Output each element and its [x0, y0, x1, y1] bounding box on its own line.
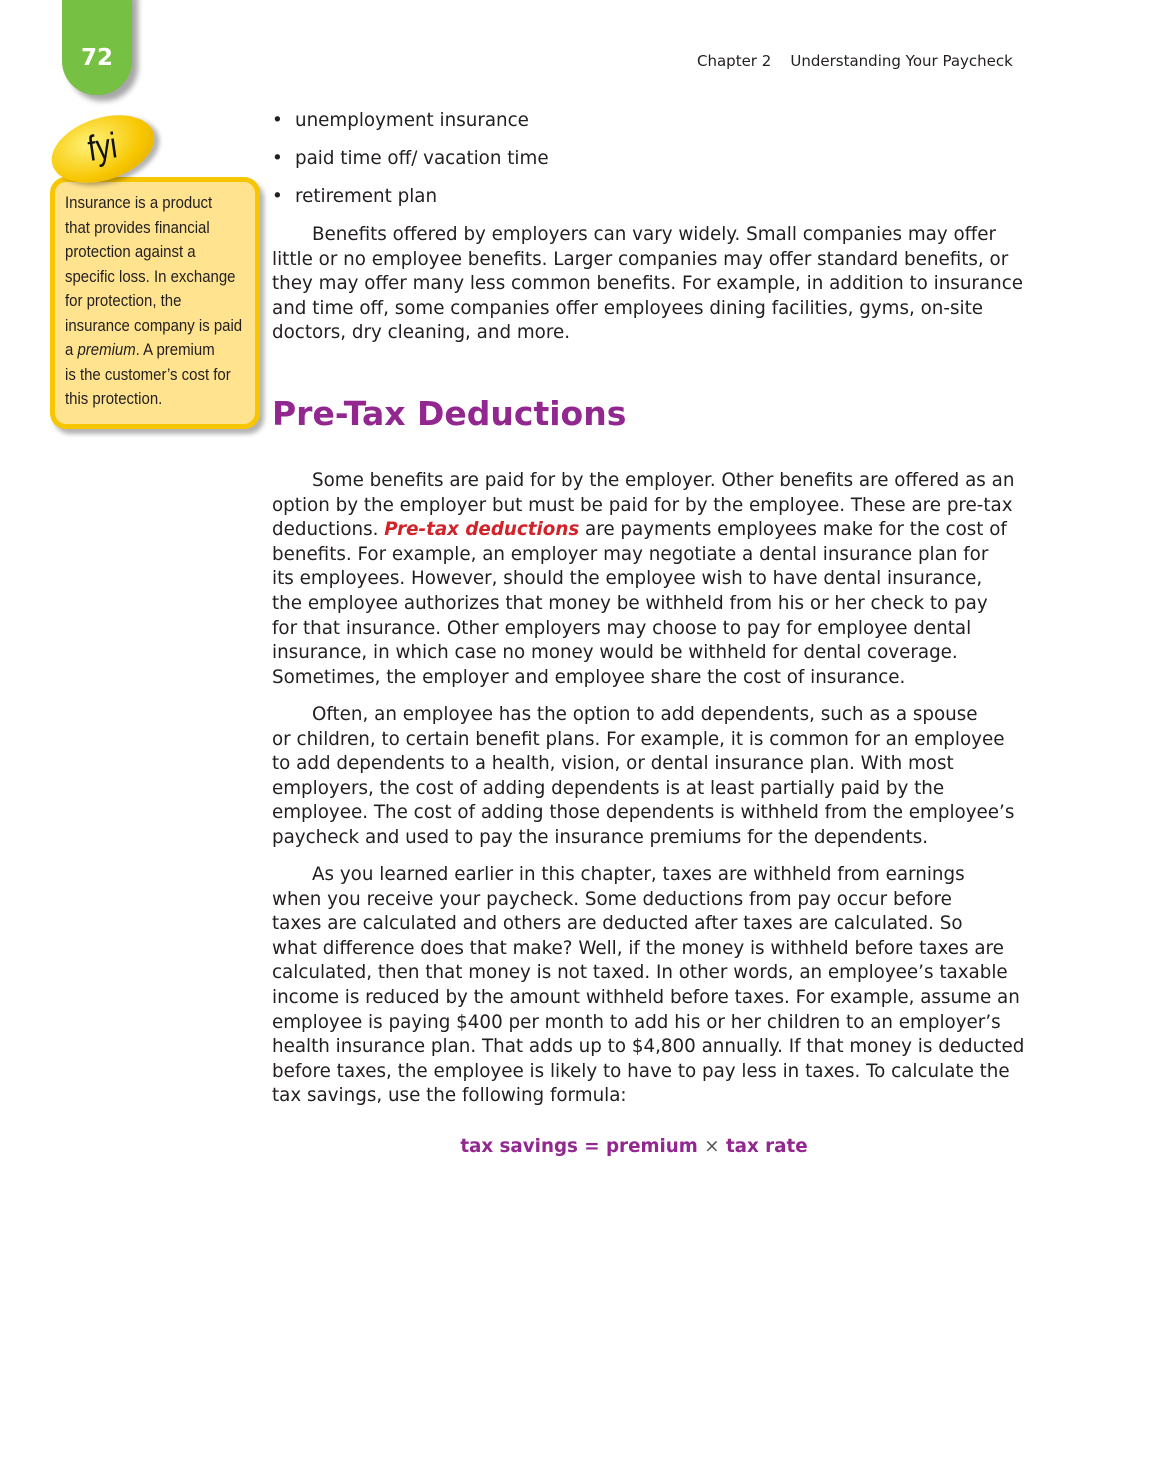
text: are payments employees make for the cost of	[579, 519, 1007, 541]
text-line: they may offer many less common benefits. For example, in addition to insurance	[272, 273, 1024, 295]
text-line: for that insurance. Other employers may choose to pay for employee dental	[272, 617, 972, 639]
text-line: Often, an employee has the option to add dependents, such as a spouse	[312, 704, 978, 725]
text-line: this protection.	[65, 389, 163, 408]
text-line: Benefits offered by employers can vary widely. Small companies may offer	[312, 224, 997, 245]
text-line: little or no employee benefits. Larger companies may offer standard benefits, or	[272, 248, 1009, 270]
fyi-sidebar	[50, 177, 260, 429]
text-line: what difference does that make? Well, if the money is withheld before taxes are	[272, 937, 1004, 959]
key-term: premium	[77, 340, 136, 359]
paragraph-dependents	[272, 703, 1014, 851]
fyi-badge-label: fyi	[85, 124, 120, 169]
text-line: is the customer’s cost for	[65, 364, 231, 384]
text-line: its employees. However, should the employee wish to have dental insurance,	[272, 568, 983, 590]
paragraph-taxes	[272, 863, 1024, 1109]
text-line: income is reduced by the amount withheld before taxes. For example, assume an	[272, 986, 1020, 1008]
text-line: specific loss. In exchange	[65, 266, 236, 286]
text-line: that provides financial	[65, 217, 210, 237]
text-line: Insurance is a product	[65, 193, 213, 212]
bullet-item: • unemployment insurance	[272, 110, 529, 131]
page-number: 72	[80, 45, 113, 71]
text-line: employee. The cost of adding those dependents is withheld from the employee’s	[272, 802, 1015, 824]
chapter-title: Understanding Your Paycheck	[790, 52, 1013, 70]
bullet-item: • retirement plan	[272, 186, 438, 207]
text-line: Some benefits are paid for by the employer. Other benefits are offered as an	[312, 470, 1015, 491]
section-heading: Pre-Tax Deductions	[272, 394, 627, 433]
text-line: paycheck and used to pay the insurance premiums for the dependents.	[272, 826, 929, 848]
chapter-label: Chapter 2	[697, 52, 772, 70]
text: deductions.	[272, 519, 385, 541]
text-line	[272, 518, 1014, 543]
text-line: employee is paying $400 per month to add his or her children to an employer’s	[272, 1011, 1001, 1033]
text-line: calculated, then that money is not taxed. In other words, an employee’s taxable	[272, 962, 1008, 984]
text-line: tax savings, use the following formula:	[272, 1085, 627, 1107]
page-number-tab	[62, 0, 132, 95]
formula-right: tax rate	[725, 1136, 808, 1157]
text-line: employers, the cost of adding dependents is at least partially paid by the	[272, 777, 945, 799]
text: . A premium	[135, 340, 215, 359]
bullet-text: unemployment insurance	[295, 110, 529, 131]
text-line: Sometimes, the employer and employee share the cost of insurance.	[272, 666, 906, 688]
times-operator: ×	[704, 1136, 720, 1157]
paragraph-benefits	[272, 223, 1023, 346]
bullet-text: retirement plan	[295, 186, 438, 207]
text-line: benefits. For example, an employer may negotiate a dental insurance plan for	[272, 543, 989, 565]
text-line: As you learned earlier in this chapter, taxes are withheld from earnings	[312, 864, 965, 885]
formula	[272, 1136, 996, 1157]
text-line: doctors, dry cleaning, and more.	[272, 322, 571, 344]
paragraph-pretax	[272, 469, 1014, 690]
text-line: health insurance plan. That adds up to $4,800 annually. If that money is deducted	[272, 1036, 1025, 1058]
bullet-text: paid time off/ vacation time	[295, 148, 549, 169]
bullet-item: • paid time off/ vacation time	[272, 148, 549, 169]
text-line: insurance company is paid	[65, 315, 243, 335]
text-line: for protection, the	[65, 291, 182, 310]
text-line: option by the employer but must be paid for by the employee. These are pre-tax	[272, 494, 1013, 516]
text-line: to add dependents to a health, vision, or dental insurance plan. With most	[272, 753, 954, 775]
text: a	[65, 340, 78, 359]
text-line: or children, to certain benefit plans. For example, it is common for an employee	[272, 728, 1005, 750]
text-line: when you receive your paycheck. Some deductions from pay occur before	[272, 888, 952, 910]
text-line: taxes are calculated and others are deducted after taxes are calculated. So	[272, 913, 963, 935]
key-term: Pre-tax deductions	[384, 519, 580, 541]
formula-left: tax savings = premium	[460, 1136, 698, 1157]
text-line: before taxes, the employee is likely to have to pay less in taxes. To calculate the	[272, 1060, 1010, 1082]
running-header	[697, 52, 1013, 70]
text-line	[65, 340, 241, 365]
text-line: insurance, in which case no money would be withheld for dental coverage.	[272, 642, 958, 664]
text-line: protection against a	[65, 242, 196, 261]
text-line: the employee authorizes that money be withheld from his or her check to pay	[272, 592, 988, 614]
text-line: and time off, some companies offer employees dining facilities, gyms, on-site	[272, 297, 984, 319]
